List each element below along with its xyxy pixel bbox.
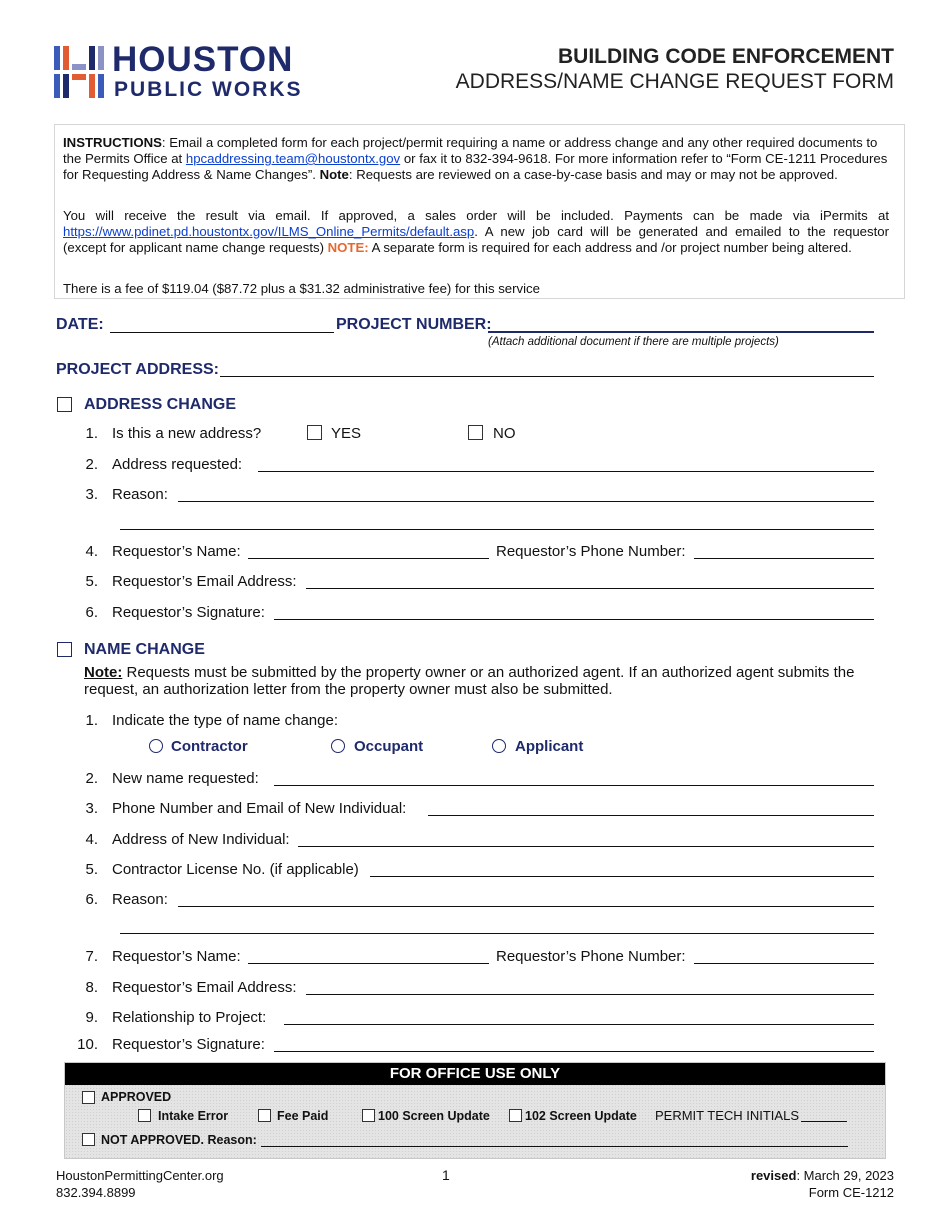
yes-checkbox[interactable] xyxy=(307,425,322,440)
item-number: 2. xyxy=(85,456,98,473)
nc-requestor-signature-field[interactable] xyxy=(274,1051,874,1052)
intake-error-label: Intake Error xyxy=(158,1109,229,1123)
item-number: 6. xyxy=(85,604,98,621)
name-change-type-label: Indicate the type of name change: xyxy=(112,712,338,729)
approved-checkbox[interactable] xyxy=(82,1091,95,1104)
nc-requestor-email-label: Requestor’s Email Address: xyxy=(112,979,297,996)
date-field[interactable] xyxy=(110,332,334,333)
address-change-checkbox[interactable] xyxy=(57,397,72,412)
relationship-label: Relationship to Project: xyxy=(112,1009,267,1026)
item-number: 4. xyxy=(85,831,98,848)
address-requested-label: Address requested: xyxy=(112,456,243,473)
address-reason-field[interactable] xyxy=(178,501,874,502)
intake-error-checkbox[interactable] xyxy=(138,1109,151,1122)
attach-note: (Attach additional document if there are multiple projects) xyxy=(488,336,779,348)
nc-requestor-email-field[interactable] xyxy=(306,994,874,995)
footer-site: HoustonPermittingCenter.org xyxy=(56,1168,224,1183)
address-reason-field-2[interactable] xyxy=(120,529,874,530)
page-subtitle: ADDRESS/NAME CHANGE REQUEST FORM xyxy=(455,70,894,93)
applicant-label: Applicant xyxy=(515,738,584,755)
footer-phone: 832.394.8899 xyxy=(56,1185,136,1200)
page-title: BUILDING CODE ENFORCEMENT xyxy=(558,45,894,68)
nc-requestor-phone-field[interactable] xyxy=(694,963,874,964)
new-address-question: Is this a new address? xyxy=(112,425,262,442)
requestor-name-field[interactable] xyxy=(248,558,489,559)
item-number: 8. xyxy=(85,979,98,996)
logo-line1: HOUSTON xyxy=(112,40,294,79)
new-individual-address-field[interactable] xyxy=(298,846,874,847)
ipermits-link[interactable]: https://www.pdinet.pd.houstontx.gov/ILMS_Online_Permits/default.asp xyxy=(63,224,475,239)
fee-notice: There is a fee of $119.04 ($87.72 plus a $31.32 administrative fee) for this service xyxy=(63,281,540,296)
not-approved-label: NOT APPROVED. Reason: xyxy=(101,1133,257,1147)
form-id: Form CE-1212 xyxy=(808,1185,894,1200)
new-individual-contact-label: Phone Number and Email of New Individual: xyxy=(112,800,407,817)
nc-requestor-phone-label: Requestor’s Phone Number: xyxy=(496,948,686,965)
email-link[interactable]: hpcaddressing.team@houstontx.gov xyxy=(185,151,401,166)
item-number: 9. xyxy=(85,1009,98,1026)
office-use-heading: FOR OFFICE USE ONLY xyxy=(65,1063,885,1085)
contractor-license-label: Contractor License No. (if applicable) xyxy=(112,861,359,878)
logo-line2: PUBLIC WORKS xyxy=(114,78,303,101)
requestor-email-label: Requestor’s Email Address: xyxy=(112,573,297,590)
name-change-heading: NAME CHANGE xyxy=(84,641,205,658)
requestor-phone-label: Requestor’s Phone Number: xyxy=(496,543,686,560)
occupant-radio[interactable] xyxy=(331,739,345,753)
contractor-radio[interactable] xyxy=(149,739,163,753)
instructions-paragraph-1: INSTRUCTIONS: Email a completed form for each project/permit requiring a name or address change and any other required documents to the Permits Office at hpcaddressing.team@houstontx.gov or fax it to 832-394-9618. For more information refer to “Form CE-1211 Procedures for Requesting Address & Name Changes”. Note: Requests are reviewed on a case-by-case basis and may or may not be approved. xyxy=(63,135,888,182)
item-number: 1. xyxy=(85,712,98,729)
not-approved-reason-field[interactable] xyxy=(261,1146,848,1147)
project-address-field[interactable] xyxy=(220,376,874,377)
instructions-box xyxy=(54,124,905,299)
no-label: NO xyxy=(493,425,516,442)
name-reason-label: Reason: xyxy=(112,891,168,908)
project-address-label: PROJECT ADDRESS: xyxy=(56,361,219,378)
instructions-paragraph-2: You will receive the result via email. If approved, a sales order will be included. Payments can be made via iPermits at https://www.pdinet.pd.houstontx.gov/ILMS_Online_Permits/default.asp. A new job card will be generated and emailed to the requestor (except for applicant name change requests) NOTE: A separate form is required for each address and /or project number being altered. xyxy=(63,208,889,255)
screen-102-label: 102 Screen Update xyxy=(525,1109,637,1123)
new-individual-contact-field[interactable] xyxy=(428,815,874,816)
name-reason-field-2[interactable] xyxy=(120,933,874,934)
address-requested-field[interactable] xyxy=(258,471,874,472)
item-number: 5. xyxy=(85,573,98,590)
screen-100-checkbox[interactable] xyxy=(362,1109,375,1122)
no-checkbox[interactable] xyxy=(468,425,483,440)
name-reason-field[interactable] xyxy=(178,906,874,907)
new-name-label: New name requested: xyxy=(112,770,259,787)
nc-requestor-name-field[interactable] xyxy=(248,963,489,964)
requestor-phone-field[interactable] xyxy=(694,558,874,559)
date-label: DATE: xyxy=(56,316,104,333)
item-number: 4. xyxy=(85,543,98,560)
item-number: 3. xyxy=(85,800,98,817)
occupant-label: Occupant xyxy=(354,738,424,755)
nc-requestor-name-label: Requestor’s Name: xyxy=(112,948,241,965)
name-change-checkbox[interactable] xyxy=(57,642,72,657)
requestor-signature-label: Requestor’s Signature: xyxy=(112,604,265,621)
new-individual-address-label: Address of New Individual: xyxy=(112,831,290,848)
screen-100-label: 100 Screen Update xyxy=(378,1109,490,1123)
page-number: 1 xyxy=(442,1167,450,1183)
project-number-field[interactable] xyxy=(488,331,874,333)
not-approved-checkbox[interactable] xyxy=(82,1133,95,1146)
contractor-license-field[interactable] xyxy=(370,876,874,877)
permit-tech-initials-label: PERMIT TECH INITIALS xyxy=(655,1108,799,1123)
fee-paid-label: Fee Paid xyxy=(277,1109,329,1123)
item-number: 1. xyxy=(85,425,98,442)
project-number-label: PROJECT NUMBER: xyxy=(336,316,492,333)
houston-public-works-logo xyxy=(52,42,332,102)
office-use-box xyxy=(64,1062,886,1159)
permit-tech-initials-field[interactable] xyxy=(801,1121,847,1122)
contractor-label: Contractor xyxy=(171,738,248,755)
address-change-heading: ADDRESS CHANGE xyxy=(84,396,237,413)
address-reason-label: Reason: xyxy=(112,486,168,503)
name-change-note: Note: Requests must be submitted by the property owner or an authorized agent. If an authorized agent submits the request, an authorization letter from the property owner must also be submitted. xyxy=(84,664,855,698)
requestor-name-label: Requestor’s Name: xyxy=(112,543,241,560)
screen-102-checkbox[interactable] xyxy=(509,1109,522,1122)
requestor-signature-field[interactable] xyxy=(274,619,874,620)
item-number: 5. xyxy=(85,861,98,878)
item-number: 6. xyxy=(85,891,98,908)
applicant-radio[interactable] xyxy=(492,739,506,753)
approved-label: APPROVED xyxy=(101,1090,172,1104)
revised-date: revised: March 29, 2023 xyxy=(750,1168,894,1183)
item-number: 7. xyxy=(85,948,98,965)
requestor-email-field[interactable] xyxy=(306,588,874,589)
item-number: 10. xyxy=(77,1036,98,1053)
relationship-field[interactable] xyxy=(284,1024,874,1025)
item-number: 3. xyxy=(85,486,98,503)
yes-label: YES xyxy=(331,425,362,442)
item-number: 2. xyxy=(85,770,98,787)
nc-requestor-signature-label: Requestor’s Signature: xyxy=(112,1036,265,1053)
logo-mark-icon xyxy=(52,44,106,100)
fee-paid-checkbox[interactable] xyxy=(258,1109,271,1122)
new-name-field[interactable] xyxy=(274,785,874,786)
